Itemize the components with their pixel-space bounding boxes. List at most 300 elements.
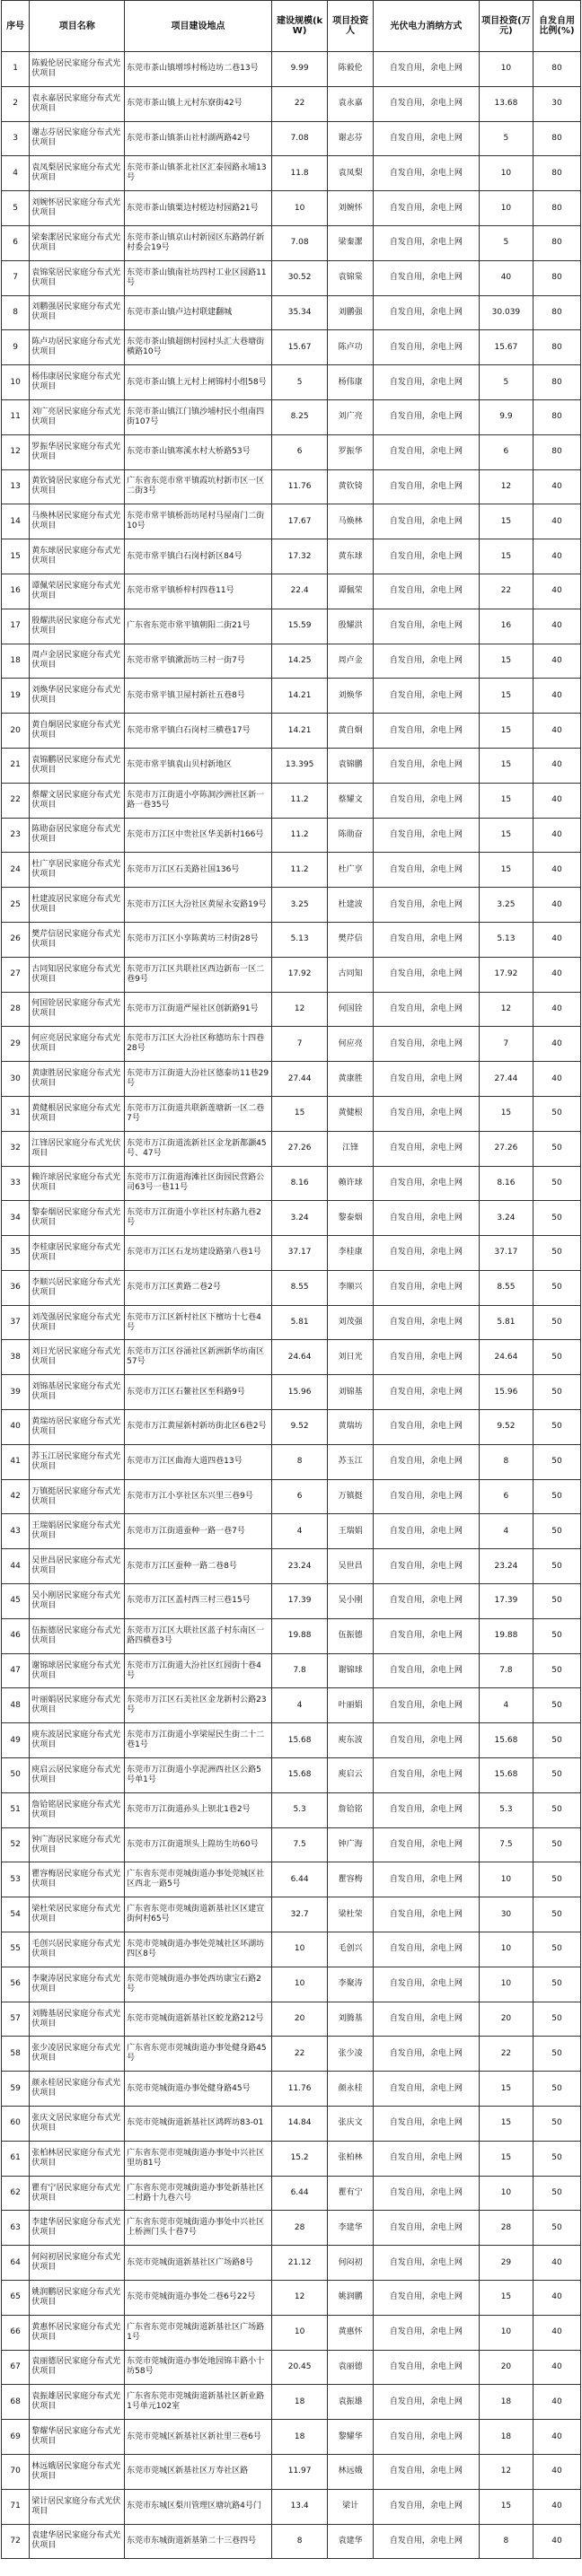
row-project-name: 吴小刚居民家庭分布式光伏项目 xyxy=(30,1584,125,1619)
row-index: 58 xyxy=(2,2037,30,2072)
row-project-name: 蔡耀文居民家庭分布式光伏项目 xyxy=(30,783,125,818)
row-capacity: 15.68 xyxy=(271,1723,328,1758)
row-investment: 15 xyxy=(479,818,533,853)
row-location: 东莞市万江街道蚕种一路一巷7号 xyxy=(125,1514,272,1549)
row-location: 东莞市万江区小享陈黄坊三村街28号 xyxy=(125,922,272,957)
row-consumption: 自发自用，余电上网 xyxy=(373,1131,479,1166)
row-project-name: 黎泰烟居民家庭分布式光伏项目 xyxy=(30,1201,125,1236)
row-index: 37 xyxy=(2,1305,30,1340)
row-location: 东莞市万江区蚕种一路二巷8号 xyxy=(125,1549,272,1584)
row-location: 广东省东莞市常平镇霞坑村新市区一区二街3号 xyxy=(125,469,272,504)
row-consumption: 自发自用，余电上网 xyxy=(373,330,479,365)
row-project-name: 袁凤梨居民家庭分布式光伏项目 xyxy=(30,156,125,191)
row-investment: 10 xyxy=(479,1932,533,1967)
table-row xyxy=(2,1479,581,1514)
row-location: 东莞市东城街道新基第二十三巷四号 xyxy=(125,2524,272,2559)
row-consumption: 自发自用，余电上网 xyxy=(373,818,479,853)
row-consumption: 自发自用，余电上网 xyxy=(373,1270,479,1305)
row-investor: 张少凌 xyxy=(328,2037,374,2072)
row-self-use-ratio: 50 xyxy=(534,1723,581,1758)
table-row xyxy=(2,2454,581,2489)
row-capacity: 11.2 xyxy=(271,783,328,818)
table-row xyxy=(2,1305,581,1340)
row-location: 东莞市万江区新村社区下檀坊十七巷4号 xyxy=(125,1305,272,1340)
row-index: 27 xyxy=(2,957,30,992)
row-self-use-ratio: 50 xyxy=(534,1758,581,1793)
col-header-self-use-ratio: 自发自用比例(%) xyxy=(534,1,581,52)
table-row xyxy=(2,714,581,749)
row-index: 9 xyxy=(2,330,30,365)
row-location: 东莞市莞城街道办事处地园锦丰路小十坊58号 xyxy=(125,2350,272,2385)
row-project-name: 庾东波居民家庭分布式光伏项目 xyxy=(30,1723,125,1758)
row-project-name: 谢锦球居民家庭分布式光伏项目 xyxy=(30,1653,125,1688)
row-consumption: 自发自用，余电上网 xyxy=(373,1862,479,1897)
row-investment: 6 xyxy=(479,1479,533,1514)
row-investor: 袁锦鹏 xyxy=(328,748,374,783)
row-index: 2 xyxy=(2,86,30,121)
row-investor: 毛创兴 xyxy=(328,1932,374,1967)
row-location: 东莞市莞城街道新基社区广场路8号 xyxy=(125,2246,272,2281)
row-location: 东莞市万江区大汾社区称德坊东十四巷28号 xyxy=(125,1027,272,1062)
row-project-name: 袁振雄居民家庭分布式光伏项目 xyxy=(30,2385,125,2420)
row-self-use-ratio: 50 xyxy=(534,2176,581,2211)
row-capacity: 9.99 xyxy=(271,52,328,87)
row-self-use-ratio: 80 xyxy=(534,260,581,295)
row-index: 43 xyxy=(2,1514,30,1549)
row-capacity: 15.59 xyxy=(271,609,328,644)
row-investor: 陈毅伦 xyxy=(328,52,374,87)
table-body xyxy=(2,52,581,2559)
row-investment: 8 xyxy=(479,2524,533,2559)
row-investor: 詹铪铭 xyxy=(328,1792,374,1827)
row-location: 东莞市万江街道孙头上钡北1巷2号 xyxy=(125,1792,272,1827)
row-investment: 5 xyxy=(479,121,533,156)
row-consumption: 自发自用，余电上网 xyxy=(373,539,479,574)
table-row xyxy=(2,225,581,260)
row-location: 东莞市万江区石美路社国136号 xyxy=(125,853,272,888)
row-self-use-ratio: 40 xyxy=(534,2489,581,2524)
row-investor: 袁建华 xyxy=(328,2524,374,2559)
row-index: 26 xyxy=(2,922,30,957)
row-location: 东莞市常平镇漱沥坊三村一街7号 xyxy=(125,644,272,679)
row-index: 19 xyxy=(2,679,30,714)
row-investor: 吴世昌 xyxy=(328,1549,374,1584)
table-row xyxy=(2,295,581,330)
row-project-name: 刘鹏强居民家庭分布式光伏项目 xyxy=(30,295,125,330)
row-investor: 袁锦棠 xyxy=(328,260,374,295)
row-investor: 王瑞娟 xyxy=(328,1514,374,1549)
row-location: 东莞市茶山镇茶山社村湖两路42号 xyxy=(125,121,272,156)
row-self-use-ratio: 50 xyxy=(534,1444,581,1479)
row-investor: 梁杜荣 xyxy=(328,1897,374,1932)
row-investor: 周卢金 xyxy=(328,644,374,679)
row-index: 14 xyxy=(2,504,30,539)
row-index: 31 xyxy=(2,1096,30,1131)
row-location: 广东省东莞市莞城街道办事处中兴社区里坊81号 xyxy=(125,2141,272,2176)
row-location: 东莞市万江区中贵社区华美新村166号 xyxy=(125,818,272,853)
row-project-name: 何国铨居民家庭分布式光伏项目 xyxy=(30,992,125,1027)
row-capacity: 28 xyxy=(271,2211,328,2246)
row-location: 东莞市常平镇桥梓村四巷11号 xyxy=(125,574,272,609)
row-consumption: 自发自用，余电上网 xyxy=(373,1932,479,1967)
row-index: 8 xyxy=(2,295,30,330)
row-consumption: 自发自用，余电上网 xyxy=(373,1340,479,1375)
row-capacity: 5.3 xyxy=(271,1792,328,1827)
row-investment: 15.68 xyxy=(479,1758,533,1793)
row-project-name: 黄钦锜居民家庭分布式光伏项目 xyxy=(30,469,125,504)
row-location: 东莞市万江街道大汾社区德泰坊11巷29号 xyxy=(125,1062,272,1097)
row-investment: 15 xyxy=(479,539,533,574)
row-location: 东莞市万江区大汾社区黄屋永安路19号 xyxy=(125,888,272,923)
row-capacity: 17.67 xyxy=(271,504,328,539)
table-row xyxy=(2,1862,581,1897)
row-project-name: 周卢金居民家庭分布式光伏项目 xyxy=(30,644,125,679)
table-row xyxy=(2,574,581,609)
row-index: 12 xyxy=(2,434,30,469)
table-row xyxy=(2,1270,581,1305)
row-investment: 13.68 xyxy=(479,86,533,121)
row-index: 42 xyxy=(2,1479,30,1514)
row-capacity: 11.8 xyxy=(271,156,328,191)
row-self-use-ratio: 80 xyxy=(534,156,581,191)
row-consumption: 自发自用，余电上网 xyxy=(373,2420,479,2455)
row-capacity: 22 xyxy=(271,2037,328,2072)
row-investment: 15.96 xyxy=(479,1375,533,1410)
row-self-use-ratio: 40 xyxy=(534,853,581,888)
table-row xyxy=(2,121,581,156)
row-project-name: 梁秦潔居民家庭分布式光伏项目 xyxy=(30,225,125,260)
row-project-name: 姚润鹏居民家庭分布式光伏项目 xyxy=(30,2281,125,2316)
row-self-use-ratio: 50 xyxy=(534,1862,581,1897)
row-consumption: 自发自用，余电上网 xyxy=(373,783,479,818)
row-project-name: 黄东球居民家庭分布式光伏项目 xyxy=(30,539,125,574)
row-investment: 15 xyxy=(479,783,533,818)
row-consumption: 自发自用，余电上网 xyxy=(373,957,479,992)
row-index: 13 xyxy=(2,469,30,504)
row-self-use-ratio: 80 xyxy=(534,399,581,434)
col-header-consumption: 光伏电力消纳方式 xyxy=(373,1,479,52)
table-row xyxy=(2,2211,581,2246)
table-row xyxy=(2,1340,581,1375)
row-location: 东莞市万江街道共联新莲塘新一区二巷7号 xyxy=(125,1096,272,1131)
row-project-name: 谢志芬居民家庭分布式光伏项目 xyxy=(30,121,125,156)
row-consumption: 自发自用，余电上网 xyxy=(373,1027,479,1062)
row-investor: 林远娥 xyxy=(328,2454,374,2489)
row-self-use-ratio: 50 xyxy=(534,1479,581,1514)
row-capacity: 19.88 xyxy=(271,1618,328,1653)
row-investment: 15 xyxy=(479,853,533,888)
table-row xyxy=(2,2141,581,2176)
row-project-name: 庾启云居民家庭分布式光伏项目 xyxy=(30,1758,125,1793)
row-self-use-ratio: 50 xyxy=(534,1131,581,1166)
table-row xyxy=(2,1723,581,1758)
row-investor: 张庆文 xyxy=(328,2107,374,2142)
table-row xyxy=(2,86,581,121)
row-investment: 40 xyxy=(479,260,533,295)
row-investor: 何国铨 xyxy=(328,992,374,1027)
row-self-use-ratio: 50 xyxy=(534,1201,581,1236)
row-index: 62 xyxy=(2,2176,30,2211)
row-location: 广东省东莞市莞城街道办事处健身路45号 xyxy=(125,2037,272,2072)
row-index: 59 xyxy=(2,2072,30,2107)
row-consumption: 自发自用，余电上网 xyxy=(373,1375,479,1410)
table-row xyxy=(2,1827,581,1862)
row-investor: 李顺兴 xyxy=(328,1270,374,1305)
row-investor: 张柏林 xyxy=(328,2141,374,2176)
row-project-name: 吴世昌居民家庭分布式光伏项目 xyxy=(30,1549,125,1584)
row-consumption: 自发自用，余电上网 xyxy=(373,2176,479,2211)
project-table xyxy=(1,0,581,2559)
row-self-use-ratio: 80 xyxy=(534,225,581,260)
row-location: 东莞市万江区石美社区金龙新村公路23号 xyxy=(125,1688,272,1723)
row-consumption: 自发自用，余电上网 xyxy=(373,748,479,783)
row-capacity: 18 xyxy=(271,2385,328,2420)
table-row xyxy=(2,1166,581,1201)
row-location: 东莞市莞城街道新基社区蛟龙路212号 xyxy=(125,2002,272,2037)
row-investor: 吴小刚 xyxy=(328,1584,374,1619)
row-index: 22 xyxy=(2,783,30,818)
row-index: 57 xyxy=(2,2002,30,2037)
row-index: 24 xyxy=(2,853,30,888)
row-location: 东莞市常平镇桥沥坊尾村马屋南门二街10号 xyxy=(125,504,272,539)
row-project-name: 马焕林居民家庭分布式光伏项目 xyxy=(30,504,125,539)
row-investment: 15 xyxy=(479,644,533,679)
row-consumption: 自发自用，余电上网 xyxy=(373,86,479,121)
row-consumption: 自发自用，余电上网 xyxy=(373,2350,479,2385)
row-investment: 15 xyxy=(479,2107,533,2142)
row-project-name: 何应亮居民家庭分布式光伏项目 xyxy=(30,1027,125,1062)
row-self-use-ratio: 50 xyxy=(534,1305,581,1340)
row-investor: 陈勋奋 xyxy=(328,818,374,853)
row-investor: 黄东球 xyxy=(328,539,374,574)
row-capacity: 21.12 xyxy=(271,2246,328,2281)
row-investment: 12 xyxy=(479,992,533,1027)
table-row xyxy=(2,992,581,1027)
row-capacity: 15 xyxy=(271,1096,328,1131)
table-row xyxy=(2,1688,581,1723)
table-row xyxy=(2,1410,581,1445)
row-investment: 10 xyxy=(479,1967,533,2002)
table-row xyxy=(2,818,581,853)
row-project-name: 梁计居民家庭分布式光伏项目 xyxy=(30,2489,125,2524)
table-row xyxy=(2,1758,581,1793)
row-capacity: 13.395 xyxy=(271,748,328,783)
row-self-use-ratio: 50 xyxy=(534,2002,581,2037)
row-consumption: 自发自用，余电上网 xyxy=(373,2281,479,2316)
row-self-use-ratio: 50 xyxy=(534,1236,581,1271)
row-location: 东莞市万江区盖村西三村三巷15号 xyxy=(125,1584,272,1619)
row-capacity: 32.7 xyxy=(271,1897,328,1932)
row-investor: 刘日光 xyxy=(328,1340,374,1375)
row-investor: 谢志芬 xyxy=(328,121,374,156)
row-project-name: 谭佩荣居民家庭分布式光伏项目 xyxy=(30,574,125,609)
row-consumption: 自发自用，余电上网 xyxy=(373,1062,479,1097)
table-row xyxy=(2,2176,581,2211)
row-index: 53 xyxy=(2,1862,30,1897)
row-self-use-ratio: 40 xyxy=(534,504,581,539)
row-location: 东莞市万江区曲海大道四巷13号 xyxy=(125,1444,272,1479)
row-capacity: 7.08 xyxy=(271,121,328,156)
row-consumption: 自发自用，余电上网 xyxy=(373,225,479,260)
row-index: 72 xyxy=(2,2524,30,2559)
row-capacity: 23.24 xyxy=(271,1549,328,1584)
row-self-use-ratio: 50 xyxy=(534,2072,581,2107)
row-project-name: 袁丽德居民家庭分布式光伏项目 xyxy=(30,2350,125,2385)
row-self-use-ratio: 50 xyxy=(534,1584,581,1619)
row-project-name: 万镇挺居民家庭分布式光伏项目 xyxy=(30,1479,125,1514)
row-capacity: 6.44 xyxy=(271,1862,328,1897)
row-investment: 17.39 xyxy=(479,1584,533,1619)
row-investment: 7.8 xyxy=(479,1653,533,1688)
row-index: 61 xyxy=(2,2141,30,2176)
row-investment: 10 xyxy=(479,1862,533,1897)
row-index: 45 xyxy=(2,1584,30,1619)
row-index: 6 xyxy=(2,225,30,260)
row-project-name: 罗振华居民家庭分布式光伏项目 xyxy=(30,434,125,469)
row-index: 47 xyxy=(2,1653,30,1688)
row-capacity: 3.24 xyxy=(271,1201,328,1236)
row-investment: 15 xyxy=(479,2281,533,2316)
table-row xyxy=(2,434,581,469)
row-index: 23 xyxy=(2,818,30,853)
row-index: 33 xyxy=(2,1166,30,1201)
row-index: 15 xyxy=(2,539,30,574)
row-consumption: 自发自用，余电上网 xyxy=(373,2385,479,2420)
row-index: 39 xyxy=(2,1375,30,1410)
row-capacity: 17.39 xyxy=(271,1584,328,1619)
row-project-name: 刘焕华居民家庭分布式光伏项目 xyxy=(30,679,125,714)
row-capacity: 6.44 xyxy=(271,2176,328,2211)
row-index: 36 xyxy=(2,1270,30,1305)
row-investment: 23.24 xyxy=(479,1549,533,1584)
row-self-use-ratio: 50 xyxy=(534,1967,581,2002)
row-investor: 李聚涛 xyxy=(328,1967,374,2002)
row-investment: 4 xyxy=(479,1514,533,1549)
row-project-name: 袁锦鹏居民家庭分布式光伏项目 xyxy=(30,748,125,783)
row-self-use-ratio: 50 xyxy=(534,1166,581,1201)
row-location: 东莞市常平镇白石岗村三横巷17号 xyxy=(125,714,272,749)
row-consumption: 自发自用，余电上网 xyxy=(373,295,479,330)
row-index: 44 xyxy=(2,1549,30,1584)
row-capacity: 10 xyxy=(271,1932,328,1967)
row-self-use-ratio: 40 xyxy=(534,2350,581,2385)
row-investor: 袁振雄 xyxy=(328,2385,374,2420)
row-location: 东莞市莞城区新基社区新社里三巷6号 xyxy=(125,2420,272,2455)
row-investment: 3.24 xyxy=(479,1201,533,1236)
row-location: 东莞市莞城街道办事处西坊康宝石路2号 xyxy=(125,1967,272,2002)
row-index: 63 xyxy=(2,2211,30,2246)
row-location: 广东省东莞市莞城街道新基社区新业路1号单元102室 xyxy=(125,2385,272,2420)
row-location: 广东省东莞市常平镇朝阳二街21号 xyxy=(125,609,272,644)
row-investment: 3.25 xyxy=(479,888,533,923)
table-row xyxy=(2,399,581,434)
row-location: 东莞市茶山镇茶北社区汇泰园路永埔13号 xyxy=(125,156,272,191)
row-self-use-ratio: 30 xyxy=(534,86,581,121)
row-consumption: 自发自用，余电上网 xyxy=(373,2072,479,2107)
row-consumption: 自发自用，余电上网 xyxy=(373,399,479,434)
row-investor: 何闷初 xyxy=(328,2246,374,2281)
row-investment: 24.64 xyxy=(479,1340,533,1375)
row-project-name: 梁杜荣居民家庭分布式光伏项目 xyxy=(30,1897,125,1932)
row-consumption: 自发自用，余电上网 xyxy=(373,679,479,714)
row-investor: 樊芹信 xyxy=(328,922,374,957)
row-investor: 刘锦基 xyxy=(328,1375,374,1410)
table-row xyxy=(2,2246,581,2281)
row-investment: 5.81 xyxy=(479,1305,533,1340)
row-investment: 15 xyxy=(479,748,533,783)
row-location: 东莞市万江区谷涌社区新洲新华坊南区57号 xyxy=(125,1340,272,1375)
row-project-name: 江锋居民家庭分布式光伏项目 xyxy=(30,1131,125,1166)
table-row xyxy=(2,539,581,574)
row-location: 东莞市常平镇白石岗村新区84号 xyxy=(125,539,272,574)
row-consumption: 自发自用，余电上网 xyxy=(373,504,479,539)
row-location: 东莞市万江街道小享泥洲西社区公路5号单1号 xyxy=(125,1758,272,1793)
row-capacity: 6 xyxy=(271,1479,328,1514)
row-investor: 杜广享 xyxy=(328,853,374,888)
row-consumption: 自发自用，余电上网 xyxy=(373,2037,479,2072)
row-self-use-ratio: 40 xyxy=(534,2246,581,2281)
col-header-investor: 项目投资人 xyxy=(328,1,374,52)
row-location: 广东省东莞市莞城街道办事处莞城区社区西北一路5号 xyxy=(125,1862,272,1897)
table-row xyxy=(2,679,581,714)
row-investment: 10 xyxy=(479,52,533,87)
row-index: 55 xyxy=(2,1932,30,1967)
row-capacity: 14.25 xyxy=(271,644,328,679)
row-investor: 蔡耀文 xyxy=(328,783,374,818)
row-capacity: 14.21 xyxy=(271,714,328,749)
row-capacity: 18 xyxy=(271,2420,328,2455)
row-location: 东莞市茶山镇粟边村槎边村园路21号 xyxy=(125,191,272,226)
row-investor: 黎泰烟 xyxy=(328,1201,374,1236)
table-row xyxy=(2,957,581,992)
row-location: 东莞市万江区黄路二巷2号 xyxy=(125,1270,272,1305)
row-consumption: 自发自用，余电上网 xyxy=(373,434,479,469)
row-project-name: 林远娥居民家庭分布式光伏项目 xyxy=(30,2454,125,2489)
table-row xyxy=(2,330,581,365)
row-location: 东莞市茶山镇京山村新园区东路鸽仔新村委会19号 xyxy=(125,225,272,260)
row-investment: 37.17 xyxy=(479,1236,533,1271)
table-row xyxy=(2,1653,581,1688)
row-consumption: 自发自用，余电上网 xyxy=(373,922,479,957)
row-project-name: 袁永嘉居民家庭分布式光伏项目 xyxy=(30,86,125,121)
row-location: 东莞市莞城区新基社区万寿社区路 xyxy=(125,2454,272,2489)
table-row xyxy=(2,469,581,504)
table-row xyxy=(2,1131,581,1166)
row-project-name: 殷耀洪居民家庭分布式光伏项目 xyxy=(30,609,125,644)
row-capacity: 14.84 xyxy=(271,2107,328,2142)
row-investment: 27.26 xyxy=(479,1131,533,1166)
row-self-use-ratio: 50 xyxy=(534,1340,581,1375)
table-row xyxy=(2,2489,581,2524)
row-self-use-ratio: 50 xyxy=(534,1792,581,1827)
row-investor: 杜建波 xyxy=(328,888,374,923)
row-investment: 17.92 xyxy=(479,957,533,992)
row-index: 56 xyxy=(2,1967,30,2002)
row-investor: 伍振德 xyxy=(328,1618,374,1653)
row-self-use-ratio: 50 xyxy=(534,1827,581,1862)
row-consumption: 自发自用，余电上网 xyxy=(373,853,479,888)
row-capacity: 9.52 xyxy=(271,1410,328,1445)
row-project-name: 杨伟康居民家庭分布式光伏项目 xyxy=(30,365,125,400)
row-investment: 30.039 xyxy=(479,295,533,330)
row-index: 7 xyxy=(2,260,30,295)
row-project-name: 刘广亮居民家庭分布式光伏项目 xyxy=(30,399,125,434)
col-header-capacity: 建设规模(kW) xyxy=(271,1,328,52)
row-index: 46 xyxy=(2,1618,30,1653)
row-project-name: 陈卢功居民家庭分布式光伏项目 xyxy=(30,330,125,365)
row-consumption: 自发自用，余电上网 xyxy=(373,644,479,679)
row-investment: 15.67 xyxy=(479,330,533,365)
